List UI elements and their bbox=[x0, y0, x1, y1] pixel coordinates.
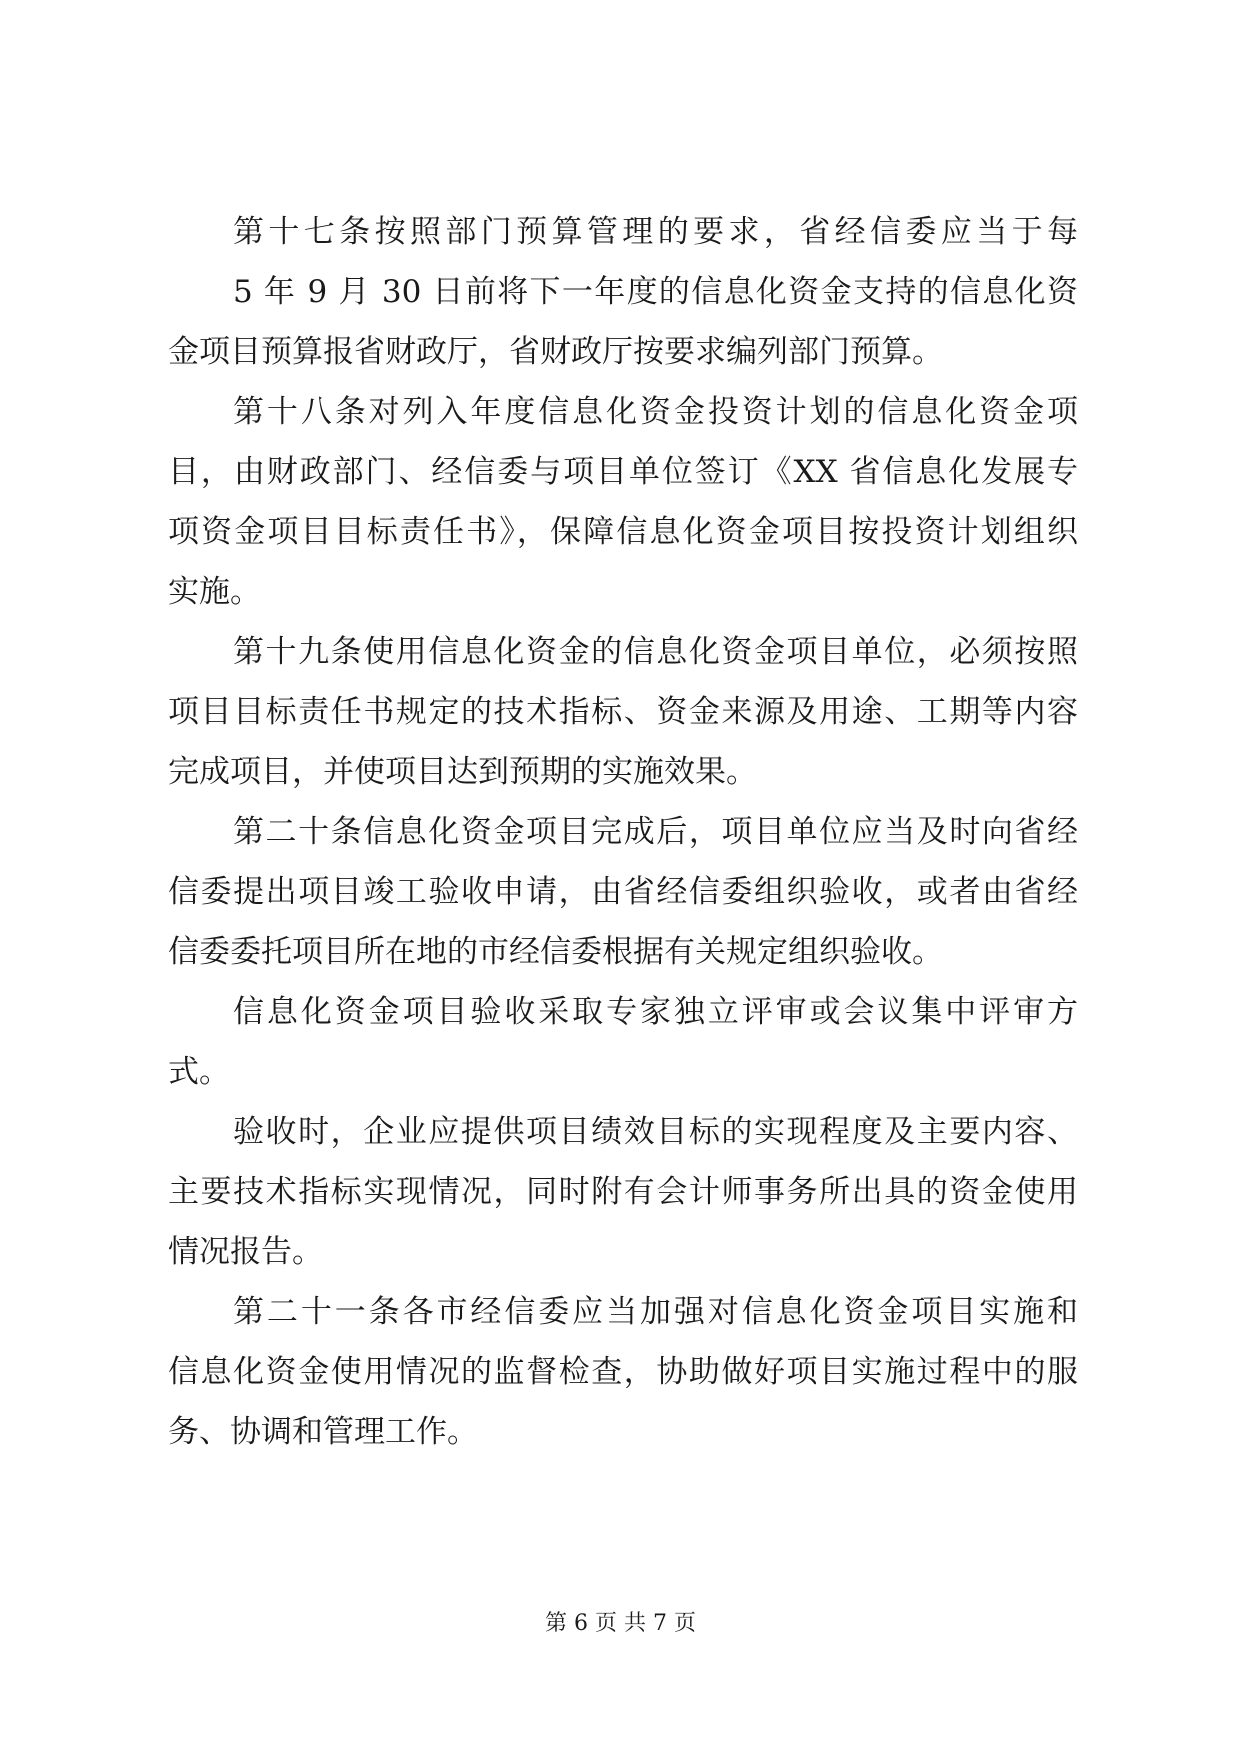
paragraph-line: 实施。 bbox=[168, 574, 261, 610]
paragraph-line: 信委委托项目所在地的市经信委根据有关规定组织验收。 bbox=[168, 934, 943, 970]
paragraph-line: 信息化资金项目验收采取专家独立评审或会议集中评审方 bbox=[233, 994, 1078, 1030]
paragraph-line: 情况报告。 bbox=[168, 1234, 323, 1270]
paragraph-line: 务、协调和管理工作。 bbox=[168, 1414, 478, 1450]
paragraph-line: 第十八条对列入年度信息化资金投资计划的信息化资金项 bbox=[233, 394, 1078, 430]
paragraph-line: 项资金项目目标责任书》，保障信息化资金项目按投资计划组织 bbox=[168, 514, 1078, 550]
paragraph-line: 式。 bbox=[168, 1054, 230, 1090]
paragraph-line: 验收时，企业应提供项目绩效目标的实现程度及主要内容、 bbox=[233, 1114, 1078, 1150]
page-number-footer: 第 6 页 共 7 页 bbox=[545, 1611, 696, 1636]
paragraph-line: 目，由财政部门、经信委与项目单位签订《XX 省信息化发展专 bbox=[168, 454, 1078, 490]
paragraph-line: 项目目标责任书规定的技术指标、资金来源及用途、工期等内容 bbox=[168, 694, 1078, 730]
paragraph-line: 主要技术指标实现情况，同时附有会计师事务所出具的资金使用 bbox=[168, 1174, 1078, 1210]
paragraph-line: 第二十一条各市经信委应当加强对信息化资金项目实施和 bbox=[233, 1294, 1078, 1330]
paragraph-line: 第二十条信息化资金项目完成后，项目单位应当及时向省经 bbox=[233, 814, 1078, 850]
paragraph-line: 第十七条按照部门预算管理的要求，省经信委应当于每 bbox=[233, 214, 1078, 250]
paragraph-line: 5 年 9 月 30 日前将下一年度的信息化资金支持的信息化资 bbox=[233, 274, 1078, 310]
paragraph-line: 金项目预算报省财政厅，省财政厅按要求编列部门预算。 bbox=[168, 334, 943, 370]
paragraph-line: 第十九条使用信息化资金的信息化资金项目单位，必须按照 bbox=[233, 634, 1078, 670]
paragraph-line: 完成项目，并使项目达到预期的实施效果。 bbox=[168, 754, 757, 790]
paragraph-line: 信委提出项目竣工验收申请，由省经信委组织验收，或者由省经 bbox=[168, 874, 1078, 910]
paragraph-line: 信息化资金使用情况的监督检查，协助做好项目实施过程中的服 bbox=[168, 1354, 1078, 1390]
